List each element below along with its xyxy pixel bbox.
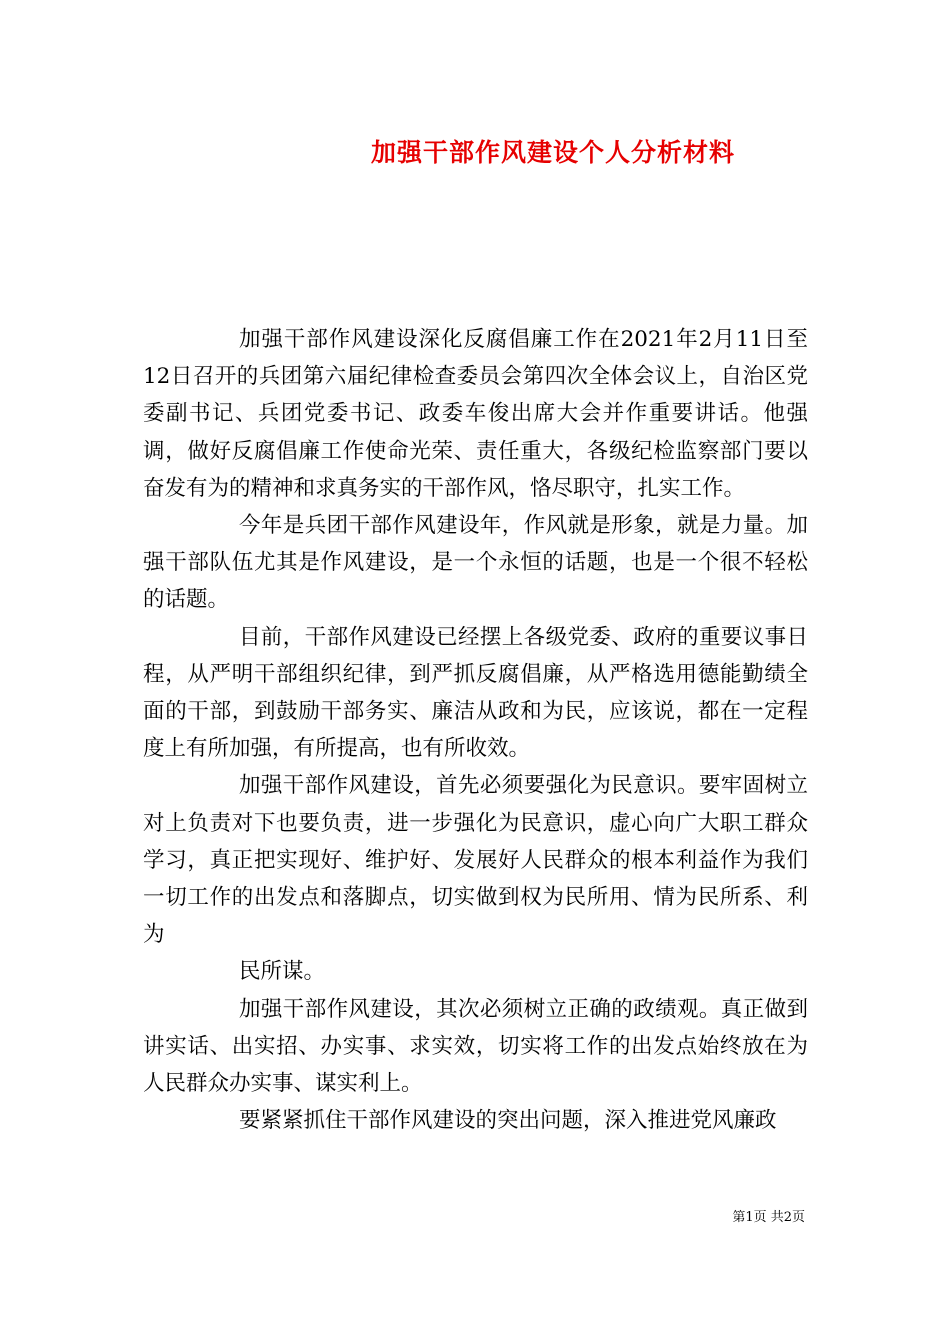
paragraph-3: 目前，干部作风建设已经摆上各级党委、政府的重要议事日程，从严明干部组织纪律，到严抓反腐倡廉，从严格选用德能勤绩全面的干部，到鼓励干部务实、廉洁从政和为民，应该说，都在一定程度上有所加强，有所提高，也有所收效。 bbox=[143, 624, 808, 762]
paragraph-6: 加强干部作风建设，其次必须树立正确的政绩观。真正做到讲实话、出实招、办实事、求实效，切实将工作的出发点始终放在为人民群众办实事、谋实利上。 bbox=[143, 996, 808, 1097]
document-title-text: 加强干部作风建设个人分析材料 bbox=[370, 138, 735, 167]
paragraph-4: 加强干部作风建设，首先必须要强化为民意识。要牢固树立对上负责对下也要负责，进一步强化为民意识，虚心向广大职工群众学习，真正把实现好、维护好、发展好人民群众的根本利益作为我们一切工作的出发点和落脚点，切实做到权为民所用、情为民所系、利为 bbox=[143, 773, 808, 948]
document-title bbox=[0, 133, 950, 169]
page-number-footer: 第1页 共2页 bbox=[732, 1210, 805, 1225]
paragraph-5: 民所谋。 bbox=[239, 959, 326, 985]
document-body bbox=[143, 321, 808, 1139]
paragraph-2: 今年是兵团干部作风建设年，作风就是形象，就是力量。加强干部队伍尤其是作风建设，是一个永恒的话题，也是一个很不轻松的话题。 bbox=[143, 513, 808, 613]
paragraph-7: 要紧紧抓住干部作风建设的突出问题，深入推进党风廉政 bbox=[239, 1108, 777, 1134]
paragraph-1: 加强干部作风建设深化反腐倡廉工作在2021年2月11日至12日召开的兵团第六届纪律检查委员会第四次全体会议上，自治区党委副书记、兵团党委书记、政委车俊出席大会并作重要讲话。他强调，做好反腐倡廉工作使命光荣、责任重大，各级纪检监察部门要以奋发有为的精神和求真务实的干部作风，恪尽职守，扎实工作。 bbox=[143, 327, 808, 501]
